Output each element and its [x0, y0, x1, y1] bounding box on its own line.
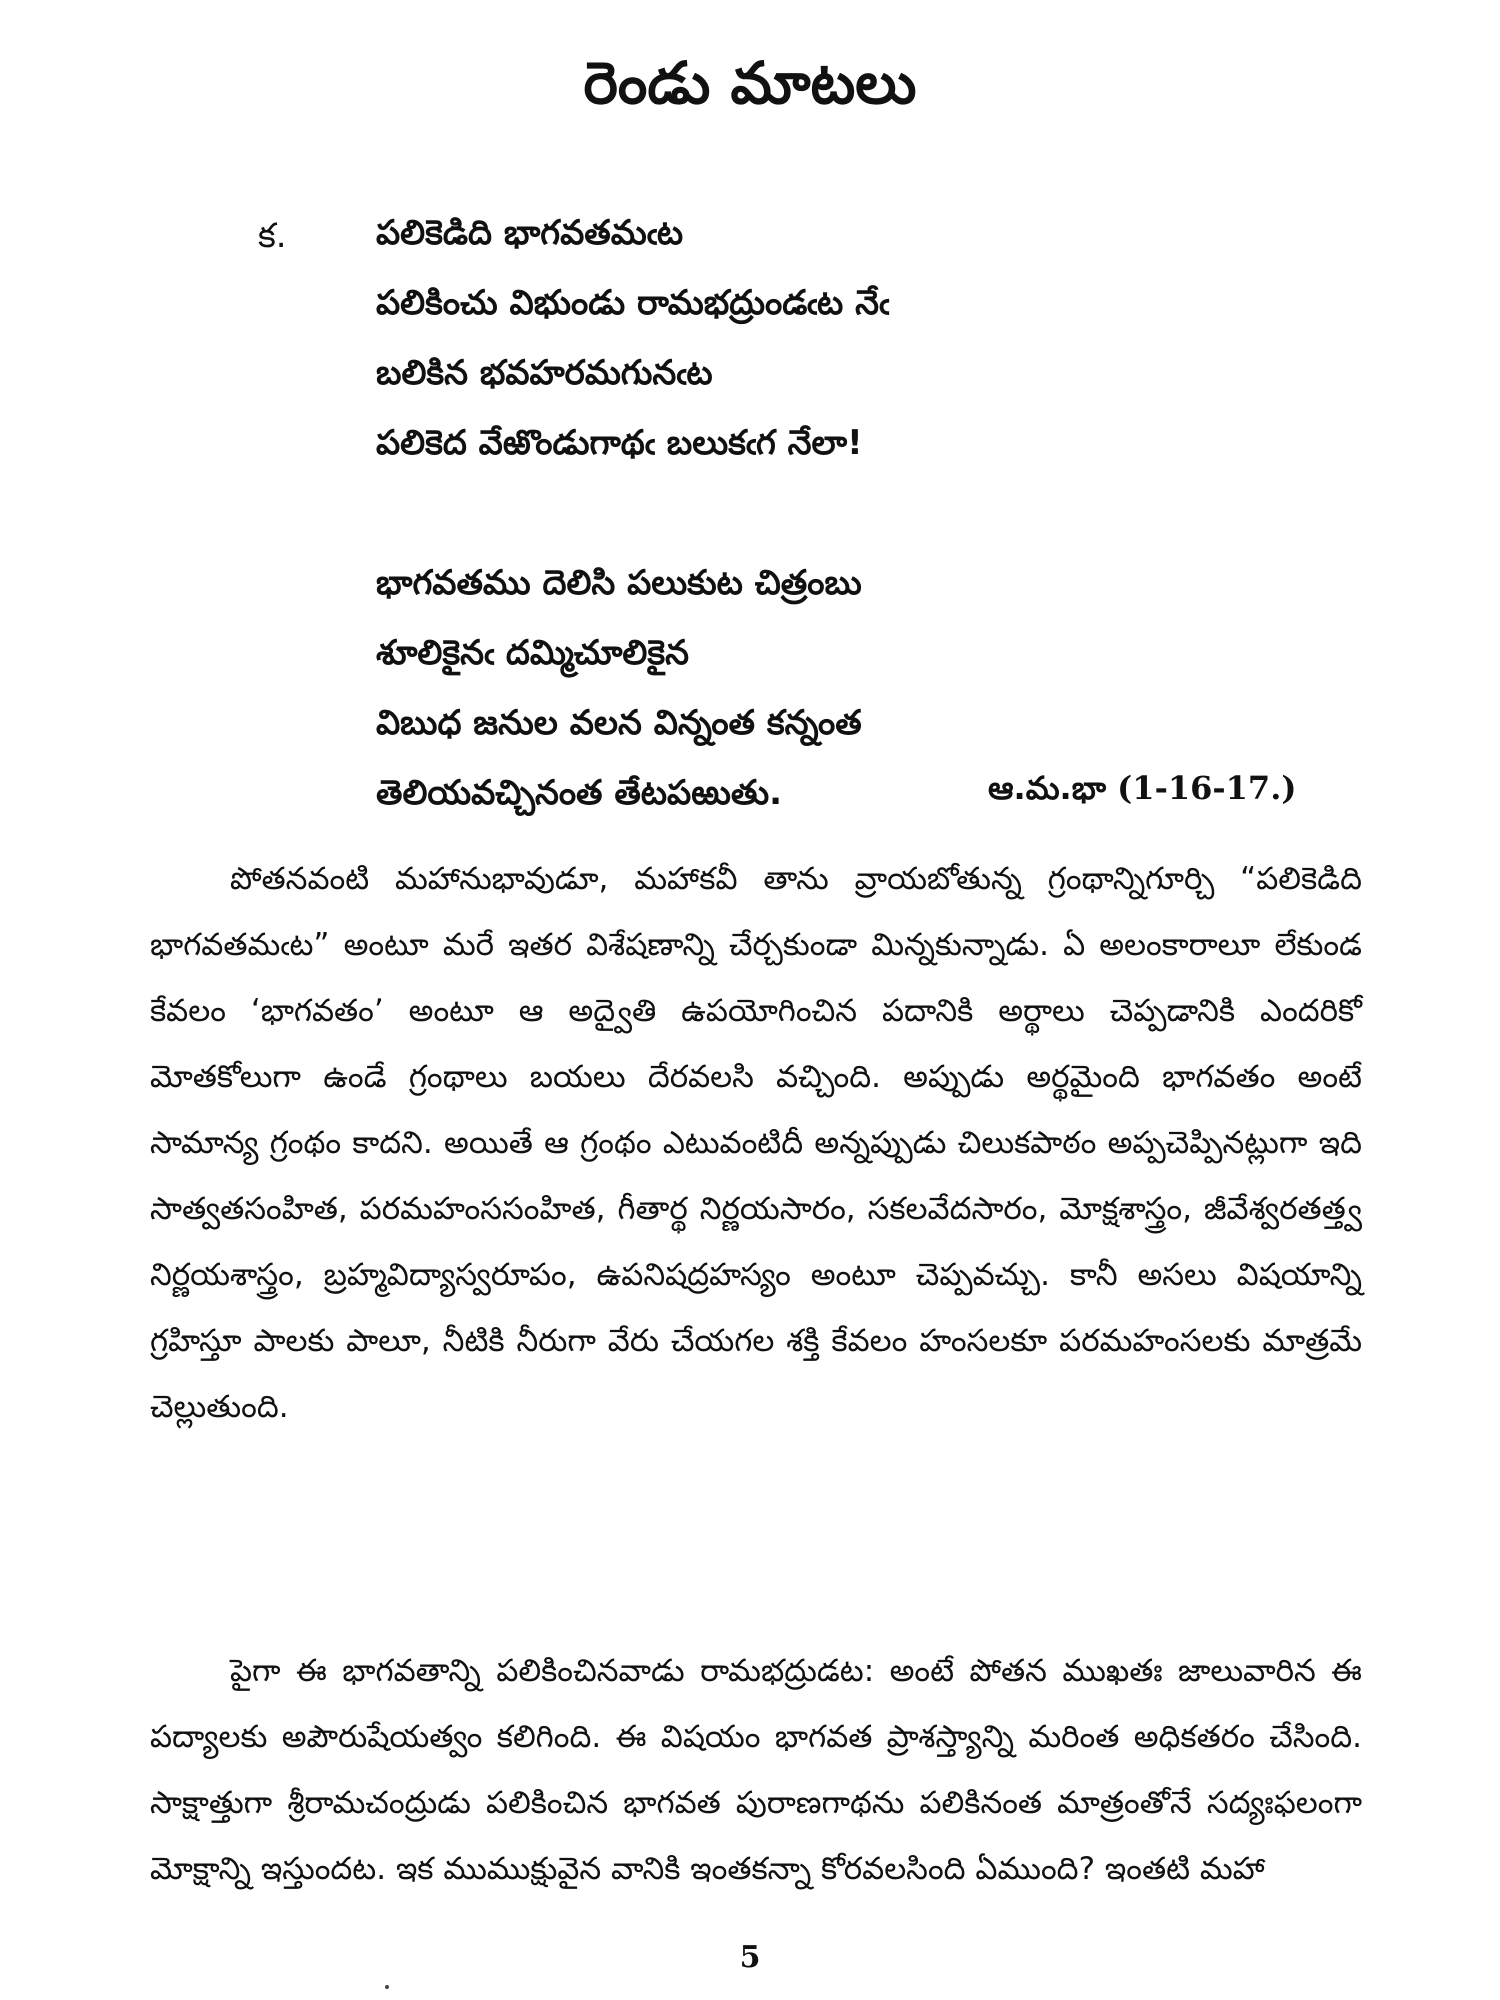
paragraph: పైగా ఈ భాగవతాన్ని పలికించినవాడు రామభద్రుడట: అంటే పోతన ముఖతః జాలువారిన ఈ పద్యాలకు అపౌరుషేయత్వం కలిగింది. ఈ విషయం భాగవత ప్రాశస్త్యాన్ని మరింత అధికతరం చేసింది. సాక్షాత్తుగా శ్రీరామచంద్రుడు పలికించిన భాగవత పురాణగాథను పలికినంత మాత్రంతోనే సద్యఃఫలంగా మోక్షాన్ని ఇస్తుందట. ఇక ముముక్షువైన వానికి ఇంతకన్నా కోరవలసింది ఏముంది? ఇంతటి మహా	[150, 1653, 1362, 1887]
paragraph: పోతనవంటి మహానుభావుడూ, మహాకవీ తాను వ్రాయబోతున్న గ్రంథాన్నిగూర్చి “పలికెడిది భాగవతమఁట” అంటూ మరే ఇతర విశేషణాన్ని చేర్చకుండా మిన్నకున్నాడు. ఏ అలంకారాలూ లేకుండ కేవలం ‘భాగవతం’ అంటూ ఆ అద్వైతి ఉపయోగించిన పదానికి అర్థాలు చెప్పడానికి ఎందరికో మోతకోలుగా ఉండే గ్రంథాలు బయలు దేరవలసి వచ్చింది. అప్పుడు అర్థమైంది భాగవతం అంటే సామాన్య గ్రంథం కాదని. అయితే ఆ గ్రంథం ఎటువంటిదీ అన్నప్పుడు చిలుకపాఠం అప్పచెప్పినట్లుగా ఇది సాత్వతసంహిత, పరమహంససంహిత, గీతార్థ నిర్ణయసారం, సకలవేదసారం, మోక్షశాస్త్రం, జీవేశ్వరతత్త్వ నిర్ణయశాస్త్రం, బ్రహ్మవిద్యాస్వరూపం, ఉపనిషద్రహస్యం అంటూ చెప్పవచ్చు. కానీ అసలు విషయాన్ని గ్రహిస్తూ పాలకు పాలూ, నీటికి నీరుగా వేరు చేయగల శక్తి కేవలం హంసలకూ పరమహంసలకు మాత్రమే చెల్లుతుంది.	[150, 861, 1362, 1425]
body-section-2	[150, 1638, 1362, 1902]
verse-stanza-1	[376, 198, 889, 478]
verse-line: బలికిన భవహరమగునఁట	[376, 353, 713, 393]
verse-line: పలికెడిది భాగవతమఁట	[376, 213, 684, 253]
verse-line: శూలికైనఁ దమ్మిచూలికైన	[376, 633, 689, 673]
scan-speck	[385, 1985, 389, 1989]
page-number: 5	[739, 1940, 761, 1975]
verse-marker: క.	[258, 216, 287, 256]
reference-prefix: ఆ.మ.భా	[988, 769, 1107, 807]
verse-stanza-2	[376, 548, 862, 828]
body-section-1	[150, 846, 1362, 1440]
verse-line: విబుధ జనుల వలన విన్నంత కన్నంత	[376, 703, 862, 743]
verse-line: పలికెద వేఱొండుగాథఁ బలుకఁగ నేలా!	[376, 423, 863, 463]
verse-line: తెలియవచ్చినంత తేటపఱుతు.	[376, 773, 783, 813]
reference-number: (1-16-17.)	[1117, 769, 1297, 807]
page-title: రెండు మాటలు	[583, 49, 917, 117]
verse-line: పలికించు విభుండు రామభద్రుండఁట నేఁ	[376, 283, 890, 323]
verse-reference	[988, 758, 1296, 818]
verse-line: భాగవతము దెలిసి పలుకుట చిత్రంబు	[376, 563, 862, 603]
